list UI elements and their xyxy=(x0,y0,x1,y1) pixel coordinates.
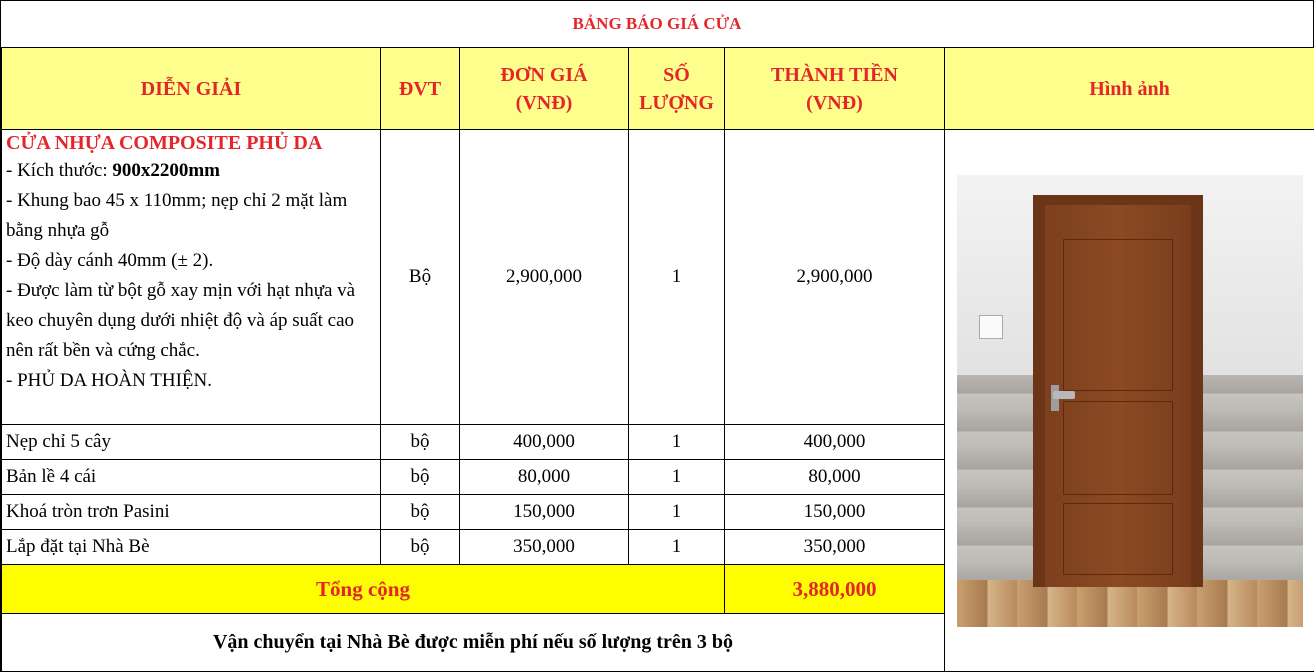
main-item-qty: 1 xyxy=(629,130,725,425)
main-item-title: CỬA NHỰA COMPOSITE PHỦ DA xyxy=(6,132,323,154)
main-item-row xyxy=(2,130,1314,425)
door-panel-middle xyxy=(1063,401,1173,495)
item-price: 350,000 xyxy=(460,530,629,565)
header-total-line1: THÀNH TIỀN xyxy=(771,63,898,86)
header-price-line2: (VNĐ) xyxy=(515,91,573,114)
header-qty xyxy=(629,48,725,130)
photo-floor xyxy=(957,580,1303,627)
item-unit: bộ xyxy=(381,495,460,530)
item-price: 150,000 xyxy=(460,495,629,530)
main-item-unit: Bộ xyxy=(381,130,460,425)
main-item-size-value: 900x2200mm xyxy=(112,160,221,181)
header-row xyxy=(2,48,1314,130)
item-price: 80,000 xyxy=(460,460,629,495)
item-desc: Bản lề 4 cái xyxy=(2,460,381,495)
item-qty: 1 xyxy=(629,425,725,460)
item-qty: 1 xyxy=(629,530,725,565)
item-total: 350,000 xyxy=(725,530,945,565)
header-price xyxy=(460,48,629,130)
item-unit: bộ xyxy=(381,460,460,495)
header-total-line2: (VNĐ) xyxy=(806,91,863,114)
door-panel-bottom xyxy=(1063,503,1173,575)
header-qty-line1: SỐ xyxy=(663,63,690,86)
shipping-note: Vận chuyển tại Nhà Bè được miễn phí nếu số lượng trên 3 bộ xyxy=(2,614,945,672)
item-unit: bộ xyxy=(381,530,460,565)
grand-total-value: 3,880,000 xyxy=(725,565,945,614)
item-total: 400,000 xyxy=(725,425,945,460)
item-price: 400,000 xyxy=(460,425,629,460)
door-panel-top xyxy=(1063,239,1173,391)
item-desc: Lắp đặt tại Nhà Bè xyxy=(2,530,381,565)
door-photo xyxy=(957,175,1303,627)
door-photo-cell xyxy=(945,130,1314,672)
door-handle-icon xyxy=(1053,391,1075,399)
main-item-description xyxy=(2,130,381,425)
item-total: 150,000 xyxy=(725,495,945,530)
main-item-line3: - Độ dày cánh 40mm (± 2). xyxy=(6,250,214,271)
main-item-line5: - PHỦ DA HOÀN THIỆN. xyxy=(6,370,213,391)
header-unit: ĐVT xyxy=(381,48,460,130)
grand-total-label: Tổng cộng xyxy=(2,565,725,614)
item-unit: bộ xyxy=(381,425,460,460)
main-item-price: 2,900,000 xyxy=(460,130,629,425)
item-desc: Nẹp chỉ 5 cây xyxy=(2,425,381,460)
item-qty: 1 xyxy=(629,495,725,530)
header-image: Hình ảnh xyxy=(945,48,1314,130)
price-table xyxy=(1,47,1314,672)
main-item-size xyxy=(6,156,380,186)
header-qty-line2: LƯỢNG xyxy=(639,91,714,114)
item-qty: 1 xyxy=(629,460,725,495)
item-desc: Khoá tròn trơn Pasini xyxy=(2,495,381,530)
main-item-size-label: - Kích thước: xyxy=(6,160,113,181)
header-total xyxy=(725,48,945,130)
main-item-line2: - Khung bao 45 x 110mm; nẹp chỉ 2 mặt làm bằng nhựa gỗ xyxy=(6,190,348,241)
item-total: 80,000 xyxy=(725,460,945,495)
header-price-line1: ĐƠN GIÁ xyxy=(500,63,588,86)
main-item-line4: - Được làm từ bột gỗ xay mịn với hạt nhựa và keo chuyên dụng dưới nhiệt độ và áp suất cao nên rất bền và cứng chắc. xyxy=(6,280,356,361)
header-desc: DIỄN GIẢI xyxy=(2,48,381,130)
light-switch-icon xyxy=(979,315,1003,339)
main-item-total: 2,900,000 xyxy=(725,130,945,425)
sheet-title: BẢNG BÁO GIÁ CỬA xyxy=(1,1,1313,48)
